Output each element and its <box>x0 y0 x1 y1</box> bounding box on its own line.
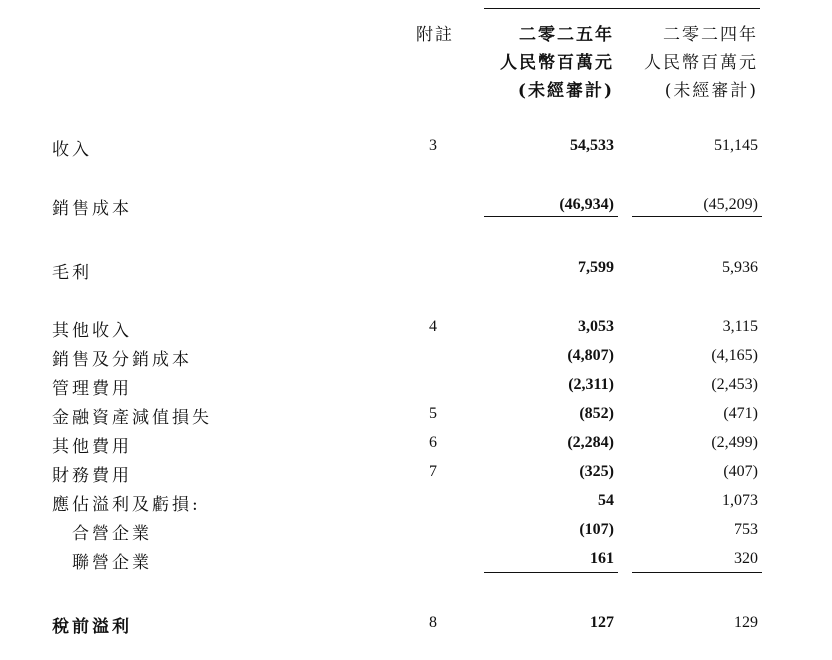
row-value-2024-other-expenses: (2,499) <box>711 434 758 451</box>
row-value-2024-gross-profit: 5,936 <box>722 259 758 276</box>
year-2024-audit-status: (未經審計) <box>664 81 758 101</box>
row-value-2024-impairment-losses: (471) <box>723 405 758 422</box>
row-note-impairment-losses: 5 <box>429 405 437 422</box>
row-label-revenue: 收入 <box>52 140 92 160</box>
year-2025-header: 二零二五年 <box>519 25 614 45</box>
row-label-associates: 聯營企業 <box>72 553 152 573</box>
row-value-2024-cost-of-sales: (45,209) <box>703 196 758 213</box>
row-value-2025-selling-distribution: (4,807) <box>567 347 614 364</box>
row-value-2025-share-of-profits: 54 <box>598 492 614 509</box>
row-value-2025-impairment-losses: (852) <box>579 405 614 422</box>
row-note-finance-costs: 7 <box>429 463 437 480</box>
row-value-2025-gross-profit: 7,599 <box>578 259 614 276</box>
header-top-rule <box>484 8 760 9</box>
row-value-2024-associates: 320 <box>734 550 758 567</box>
row-label-selling-distribution: 銷售及分銷成本 <box>52 350 192 370</box>
row-value-2025-other-income: 3,053 <box>578 318 614 335</box>
associates-underline-2025 <box>484 572 618 573</box>
row-note-other-income: 4 <box>429 318 437 335</box>
row-label-impairment-losses: 金融資產減值損失 <box>52 408 212 428</box>
row-label-finance-costs: 財務費用 <box>52 466 132 486</box>
row-note-profit-before-tax: 8 <box>429 614 437 631</box>
row-value-2024-admin-expenses: (2,453) <box>711 376 758 393</box>
row-value-2025-admin-expenses: (2,311) <box>568 376 614 393</box>
cost-of-sales-underline-2024 <box>632 216 762 217</box>
row-value-2025-revenue: 54,533 <box>570 137 614 154</box>
row-value-2025-associates: 161 <box>590 550 614 567</box>
row-value-2024-joint-ventures: 753 <box>734 521 758 538</box>
row-label-joint-ventures: 合營企業 <box>72 524 152 544</box>
row-value-2025-joint-ventures: (107) <box>579 521 614 538</box>
year-2025-currency: 人民幣百萬元 <box>500 53 614 73</box>
row-value-2024-revenue: 51,145 <box>714 137 758 154</box>
row-label-gross-profit: 毛利 <box>52 263 92 283</box>
associates-underline-2024 <box>632 572 762 573</box>
row-value-2025-finance-costs: (325) <box>579 463 614 480</box>
row-value-2024-profit-before-tax: 129 <box>734 614 758 631</box>
row-note-other-expenses: 6 <box>429 434 437 451</box>
row-value-2024-selling-distribution: (4,165) <box>711 347 758 364</box>
row-value-2025-profit-before-tax: 127 <box>590 614 614 631</box>
row-label-profit-before-tax: 稅前溢利 <box>52 617 132 637</box>
row-label-admin-expenses: 管理費用 <box>52 379 132 399</box>
row-value-2024-other-income: 3,115 <box>722 318 758 335</box>
cost-of-sales-underline-2025 <box>484 216 618 217</box>
note-column-header: 附註 <box>416 25 454 45</box>
row-label-cost-of-sales: 銷售成本 <box>52 199 132 219</box>
row-label-share-of-profits: 應佔溢利及虧損: <box>52 495 201 515</box>
row-value-2024-share-of-profits: 1,073 <box>722 492 758 509</box>
year-2025-audit-status: (未經審計) <box>517 81 614 101</box>
year-2024-currency: 人民幣百萬元 <box>644 53 758 73</box>
row-note-revenue: 3 <box>429 137 437 154</box>
row-value-2025-other-expenses: (2,284) <box>567 434 614 451</box>
row-value-2025-cost-of-sales: (46,934) <box>559 196 614 213</box>
row-label-other-expenses: 其他費用 <box>52 437 132 457</box>
row-label-other-income: 其他收入 <box>52 321 132 341</box>
row-value-2024-finance-costs: (407) <box>723 463 758 480</box>
year-2024-header: 二零二四年 <box>663 25 758 45</box>
